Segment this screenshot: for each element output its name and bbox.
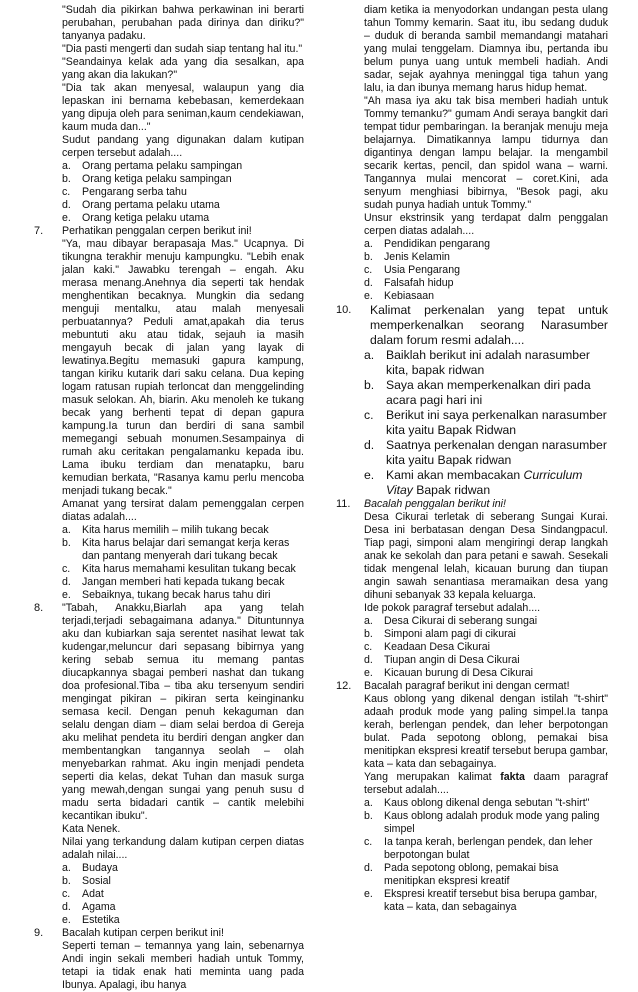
q10-options [336, 348, 608, 498]
q12-question: Yang merupakan kalimat fakta daam paragraf tersebut adalah.... [364, 771, 608, 796]
right-column [336, 4, 608, 914]
q9-question: Unsur ekstrinsik yang terdapat dalm penggalan cerpen diatas adalah.... [364, 212, 608, 237]
question-10-block [336, 303, 608, 498]
question-number: 9. [34, 927, 44, 939]
italic-term: Curriculum Vitay [386, 468, 583, 497]
option-item: c. Berikut ini saya perkenalkan narasumber kita yaitu Bapak Ridwan [364, 408, 607, 437]
option-item: e. Estetika [62, 914, 120, 926]
option-item: c. Usia Pengarang [364, 264, 460, 276]
question-12 [336, 680, 608, 693]
q9-passage: Seperti teman – temannya yang lain, sebenarnya Andi ingin sekali memberi hadiah untuk Tommy, tetapi ia tidak enak hati meminta uang pada Ibunya. Apalagi, ibu hanya [62, 940, 304, 991]
question-number: 12. [336, 680, 352, 692]
q12-options [336, 797, 608, 914]
question-7 [34, 225, 304, 238]
question-number: 11. [336, 498, 351, 510]
option-item: d. Falsafah hidup [364, 277, 454, 289]
option-item: a. Budaya [62, 862, 118, 874]
option-item: c. Kita harus memahami kesulitan tukang becak [62, 563, 296, 575]
q8-passage: "Tabah, Anakku,Biarlah apa yang telah terjadi,terjadi sebagaimana adanya." Dituntunnya aku dan kubiarkan saja serentet nasihat lewat tak kudengar,meluncur dari sepasang bibirnya yang kering sebab semua itu memang pantas diucapkannya sbagai pemberi nashat dan tukang doa profesional.Tiba – tiba aku tersenyum sendiri mengingat pikiran – pikiran serta keinginanku semasa kecil. Dengan penuh kekaguman dan selalu dengan diam – diam selai berdoa di Gereja aku melihat pendeta itu berdiri dengan angker dan membentangkan tangannya seolah – olah menyebarkan rahmat. Aku ingin menjadi pendeta seperti dia kelas, dekat Tuhan dan masuk surga yang mewah,dengan sungai yang penuh susu d madu serta bidadari cantik – cantik melebihi kecantikan ibuku". [62, 602, 304, 822]
option-item: c. Adat [62, 888, 104, 900]
q11-question: Ide pokok paragraf tersebut adalah.... [364, 602, 541, 614]
q12-passage: Kaus oblong yang dikenal dengan istilah "t-shirt" adaah produk mode yang paling simpel.Ia tanpa kerah, berlengan pendek, dan leher berpotongan bulat. Pada sepotong oblong, pemakai bisa menitipkan ekspresi kreatif tersebut berupa gambar, kata – kata dan sebagainya. [364, 693, 608, 770]
option-item: e. Ekspresi kreatif tersebut bisa berupa gambar, kata – kata, dan sebagainya [364, 888, 598, 913]
bold-term: fakta [500, 771, 525, 783]
option-item: c. Ia tanpa kerah, berlengan pendek, dan leher berpotongan bulat [364, 836, 593, 861]
question-prompt: Bacalah kutipan cerpen berikut ini! [62, 927, 224, 939]
option-item: d. Saatnya perkenalan dengan narasumber kita yaitu Bapak ridwan [364, 438, 607, 467]
q6-passage-line: "Dia tak akan menyesal, walaupun yang dia lepaskan ini bernama kebebasan, kemerdekaan yang dipuja oleh para seniman,kaum cendekiawan, kaum muda dan..." [62, 82, 304, 133]
q7-passage: "Ya, mau dibayar berapasaja Mas." Ucapnya. Di tikungna terakhir menuju kampungku. "Lebih enak jalan kaki." Jawabku terengah – engah. Aku merasa menang.Anehnya dia seperti tak hendak menghentikan becaknya. Mungkin dia sedang menguji mentalku, atau malah menyesali perbuatannya? Peduli amat,apakah dia terus mebuntuti aku atau tidak, sejauh ia masih mengayuh becak di jalan yang layak di lewatinya.Begitu memasuki gapura kampung, tangan kiriku kutarik dari saku celana. Dua keping logam ratusan rupiah terloncat dan menggelinding masuk selokan. Ah, biarin. Aku menoleh ke tukang becak yang berhenti tepat di depan gapura kampung.Ia turun dan berdiri di sana sambil memegangi sebuah monumen.Sesampainya di rumah aku ceritakan pengalamanku kepada ibu. Lama ibuku terdiam dan menatapku, baru kemudian berkata, "Rasanya kamu perlu mencoba menjadi tukang becak." [62, 238, 304, 497]
question-prompt: Bacalah penggalan berikut ini! [364, 498, 506, 510]
option-item: e. Orang ketiga pelaku utama [62, 212, 210, 224]
option-item: c. Keadaan Desa Cikurai [364, 641, 490, 653]
option-item: a. Orang pertama pelaku sampingan [62, 160, 243, 172]
option-item: c. Pengarang serba tahu [62, 186, 187, 198]
option-item: b. Simponi alam pagi di cikurai [364, 628, 516, 640]
q9-passage-continued: "Ah masa iya aku tak bisa memberi hadiah untuk Tommy temanku?" gumam Andi seraya bangkit dari tempat tidur pembaringan. Ia beranjak menuju meja belajarnya. Dimatikannya lampu tidurnya dan digantinya dengan lampu belajar. Ia mengambil secarik kertas, pencil, dan spidol wana – warni. Tangannya mulai mencorat – coret.Kini, ada senyum menghiasi bibirnya, "Besok pagi, aku sudah punya hadiah untuk Tommy." [364, 95, 608, 211]
q6-passage-line: "Sudah dia pikirkan bahwa perkawinan ini berarti perubahan, perubahan pada dirinya dan diriku?" tanyanya padaku. [62, 4, 304, 42]
option-item: e. Kebiasaan [364, 290, 435, 302]
q8-question: Nilai yang terkandung dalam kutipan cerpen diatas adalah nilai.... [62, 836, 304, 861]
question-11 [336, 498, 608, 511]
option-item: a. Kita harus memilih – milih tukang becak [62, 524, 269, 536]
option-item: a. Desa Cikurai di seberang sungai [364, 615, 538, 627]
option-item: d. Jangan memberi hati kepada tukang becak [62, 576, 285, 588]
q9-options [336, 238, 608, 303]
option-item: b. Saya akan memperkenalkan diri pada acara pagi hari ini [364, 378, 591, 407]
question-number: 10. [336, 304, 352, 316]
question-prompt: Bacalah paragraf berikut ini dengan cermat! [364, 680, 570, 692]
question-number: 7. [34, 225, 44, 237]
option-item: b. Orang ketiga pelaku sampingan [62, 173, 232, 185]
question-prompt: Kalimat perkenalan yang tepat untuk memperkenalkan seorang Narasumber dalam forum resmi adalah.... [370, 303, 608, 347]
q6-options [34, 160, 304, 225]
option-item: e. Kicauan burung di Desa Cikurai [364, 667, 533, 679]
q6-question: Sudut pandang yang digunakan dalam kutipan cerpen tersebut adalah.... [62, 134, 304, 159]
option-item: b. Sosial [62, 875, 111, 887]
question-prompt: Perhatikan penggalan cerpen berikut ini! [62, 225, 252, 237]
option-item: a. Pendidikan pengarang [364, 238, 491, 250]
question-number: 8. [34, 602, 44, 614]
option-item: d. Orang pertama pelaku utama [62, 199, 220, 211]
q6-passage-line: "Dia pasti mengerti dan sudah siap tentang hal itu." [62, 43, 303, 55]
option-item: b. Kaus oblong adalah produk mode yang paling simpel [364, 810, 600, 835]
q7-options [34, 524, 304, 602]
q6-passage-line: "Seandainya kelak ada yang dia sesalkan, apa yang akan dia lakukan?" [62, 56, 304, 81]
option-item: d. Tiupan angin di Desa Cikurai [364, 654, 520, 666]
q11-passage: Desa Cikurai terletak di seberang Sungai Kurai. Desa ini berbatasan dengan Desa Sindangpacul. Tiap pagi, simponi alam mengiringi derap langkah anak ke sekolah dan para petani e sawah. Sesekali tidak mengenal lelah, kicauan burung dan tiupan angin sawah senantiasa meramaikan desa yang dihuni sebanyak 33 kepala keluarga. [364, 511, 608, 601]
question-9 [34, 927, 304, 940]
option-item: a. Baiklah berikut ini adalah narasumber kita, bapak ridwan [364, 348, 590, 377]
option-item: e. Sebaiknya, tukang becak harus tahu diri [62, 589, 271, 601]
option-item: e. Kami akan membacakan Curriculum Vitay Bapak ridwan [364, 468, 583, 497]
q8-author: Kata Nenek. [62, 823, 121, 835]
q9-passage-continued: diam ketika ia menyodorkan undangan pesta ulang tahun Tommy kemarin. Saat itu, ibu sedang duduk – duduk di beranda sambil memandangi matahari yang mulai tenggelam. Diamnya ibu, pertanda ibu belum punya uang untuk membeli hadiah. Andi sadar, sejak ayahnya meninggal tiga tahun yang lalu, ia dan ibunya memang harus hidup hemat. [364, 4, 608, 94]
left-column [34, 4, 304, 992]
option-item: b. Jenis Kelamin [364, 251, 450, 263]
option-item: a. Kaus oblong dikenal denga sebutan "t-shirt" [364, 797, 590, 809]
question-8 [34, 602, 304, 823]
option-item: d. Pada sepotong oblong, pemakai bisa menitipkan ekspresi kreatif [364, 862, 559, 887]
q8-options [34, 862, 304, 927]
q11-options [336, 615, 608, 680]
q7-question: Amanat yang tersirat dalam pemenggalan cerpen diatas adalah.... [62, 498, 304, 523]
question-10 [336, 303, 608, 348]
option-item: d. Agama [62, 901, 116, 913]
option-item: b. Kita harus belajar dari semangat kerja keras dan pantang menyerah dari tukang becak [62, 537, 290, 562]
